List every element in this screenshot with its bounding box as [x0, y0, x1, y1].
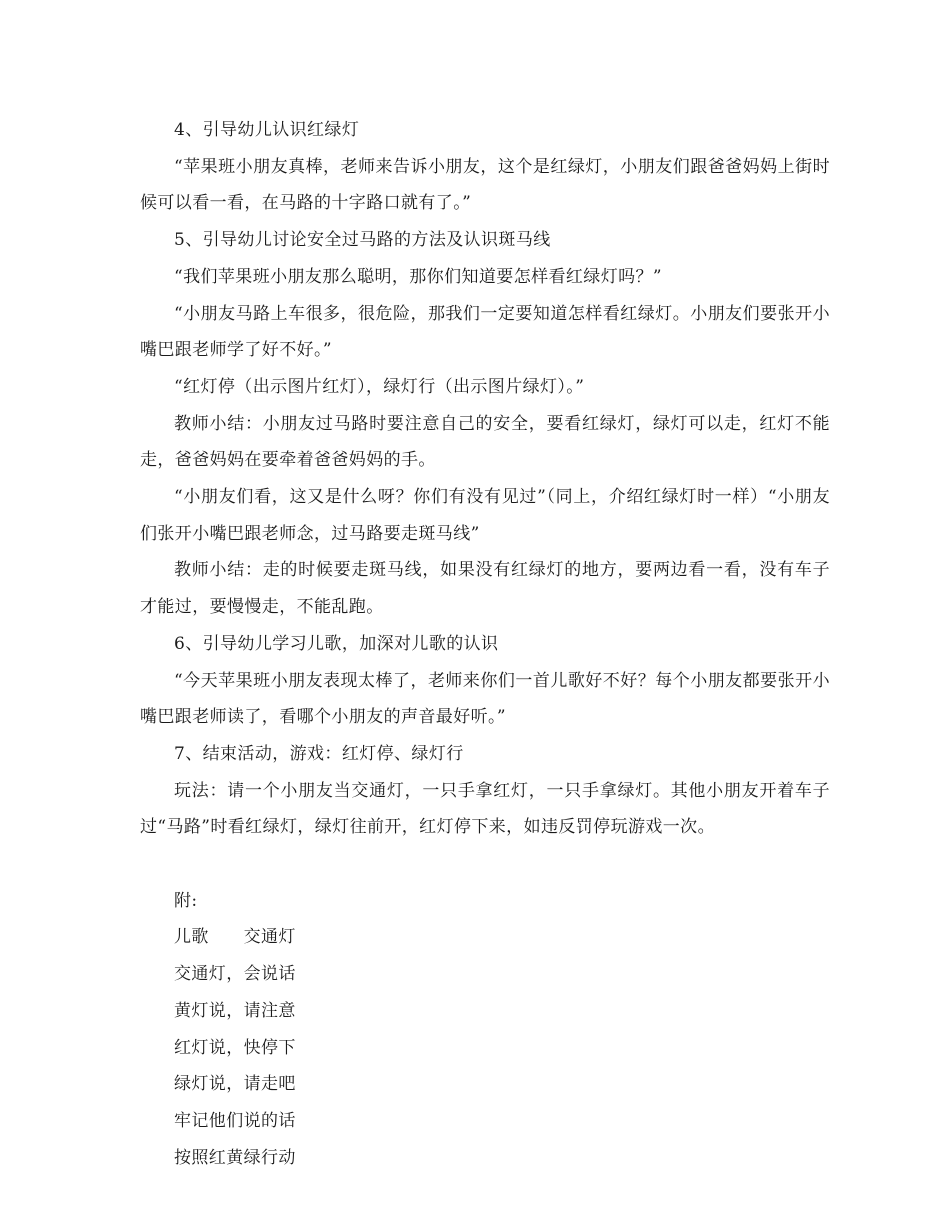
- rhyme-title: 儿歌 交通灯: [174, 927, 296, 948]
- rhyme-line: 牢记他们说的话: [174, 1110, 296, 1131]
- paragraph: “小朋友们看，这又是什么呀？你们有没有见过”（同上，介绍红绿灯时一样）“小朋友们张开小嘴巴跟老师念，过马路要走斑马线”: [140, 487, 830, 544]
- section-heading-7: 7、结束活动，游戏：红灯停、绿灯行: [174, 743, 464, 764]
- document-body: [140, 112, 830, 1176]
- teacher-summary: 教师小结：小朋友过马路时要注意自己的安全，要看红绿灯，绿灯可以走，红灯不能走，爸爸妈妈在要牵着爸爸妈妈的手。: [140, 413, 830, 471]
- paragraph: “今天苹果班小朋友表现太棒了，老师来你们一首儿歌好不好？每个小朋友都要张开小嘴巴跟老师读了，看哪个小朋友的声音最好听。”: [140, 670, 830, 728]
- rhyme-line: 绿灯说，请走吧: [174, 1074, 296, 1095]
- teacher-summary: 教师小结：走的时候要走斑马线，如果没有红绿灯的地方，要两边看一看，没有车子才能过，要慢慢走，不能乱跑。: [140, 560, 830, 618]
- paragraph: “我们苹果班小朋友那么聪明，那你们知道要怎样看红绿灯吗？”: [174, 266, 662, 287]
- appendix-label: 附:: [174, 890, 198, 911]
- section-heading-5: 5、引导幼儿讨论安全过马路的方法及认识斑马线: [174, 230, 551, 251]
- paragraph: “苹果班小朋友真棒，老师来告诉小朋友，这个是红绿灯，小朋友们跟爸爸妈妈上街时候可以看一看，在马路的十字路口就有了。”: [140, 156, 830, 214]
- paragraph: “红灯停（出示图片红灯），绿灯行（出示图片绿灯）。”: [174, 376, 585, 397]
- game-rules: 玩法：请一个小朋友当交通灯，一只手拿红灯，一只手拿绿灯。其他小朋友开着车子过“马路”时看红绿灯，绿灯往前开，红灯停下来，如违反罚停玩游戏一次。: [140, 780, 830, 838]
- rhyme-line: 红灯说，快停下: [174, 1037, 296, 1058]
- rhyme-line: 黄灯说，请注意: [174, 1000, 296, 1021]
- rhyme-line: 交通灯，会说话: [174, 964, 296, 985]
- spacer: [140, 846, 830, 883]
- paragraph: “小朋友马路上车很多，很危险，那我们一定要知道怎样看红绿灯。小朋友们要张开小嘴巴跟老师学了好不好。”: [140, 303, 830, 361]
- section-heading-4: 4、引导幼儿认识红绿灯: [174, 120, 360, 140]
- section-heading-6: 6、引导幼儿学习儿歌，加深对儿歌的认识: [174, 633, 499, 654]
- rhyme-line: 按照红黄绿行动: [174, 1147, 296, 1168]
